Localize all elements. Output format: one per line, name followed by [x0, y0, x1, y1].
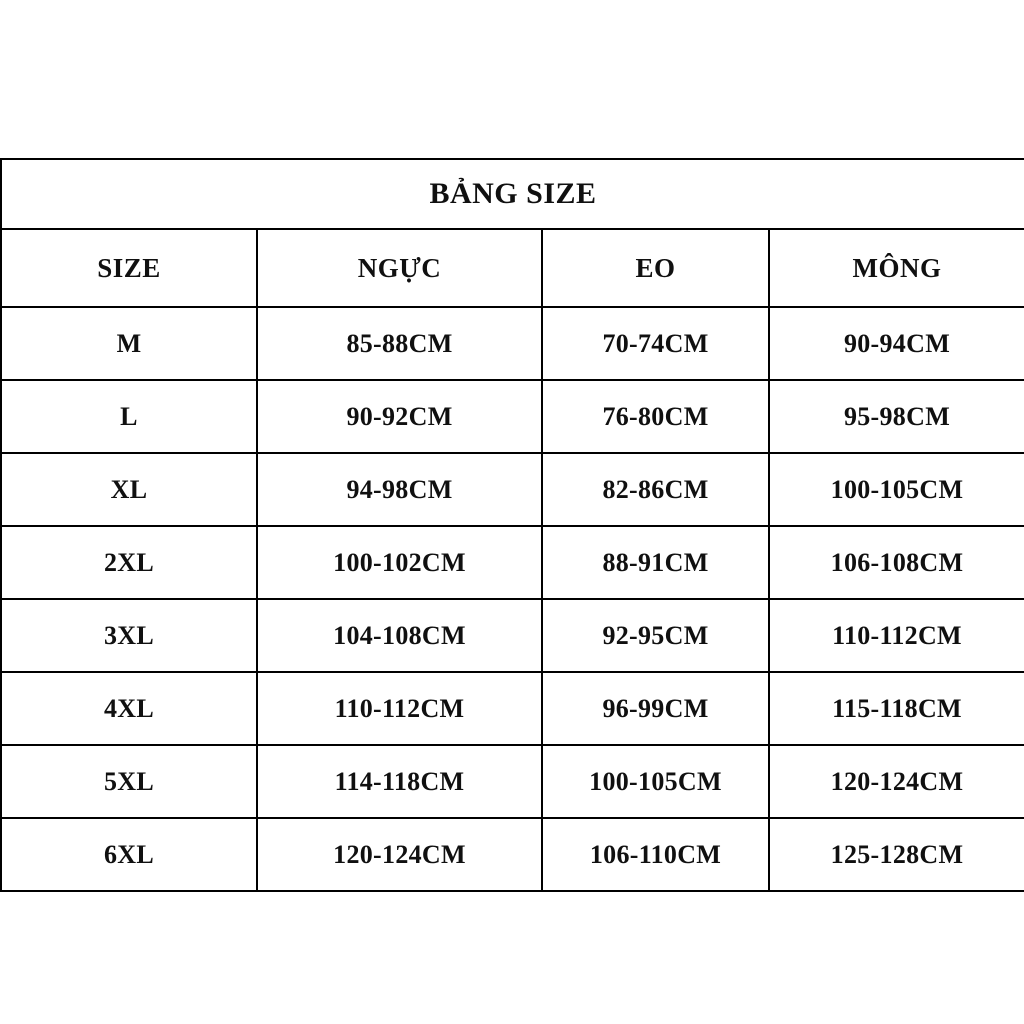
cell-nguc: 110-112CM [257, 672, 542, 745]
size-table-container [0, 158, 1024, 892]
cell-nguc: 85-88CM [257, 307, 542, 380]
table-row [1, 672, 1024, 745]
cell-mong: 95-98CM [769, 380, 1024, 453]
table-row [1, 380, 1024, 453]
cell-size: 5XL [1, 745, 257, 818]
table-row [1, 307, 1024, 380]
cell-size: M [1, 307, 257, 380]
table-row [1, 818, 1024, 891]
table-row [1, 599, 1024, 672]
cell-size: 3XL [1, 599, 257, 672]
column-header-eo: EO [542, 229, 769, 307]
cell-size: XL [1, 453, 257, 526]
cell-size: 4XL [1, 672, 257, 745]
cell-mong: 110-112CM [769, 599, 1024, 672]
page-title: BẢNG SIZE [1, 159, 1024, 229]
cell-mong: 120-124CM [769, 745, 1024, 818]
column-header-size: SIZE [1, 229, 257, 307]
column-header-mong: MÔNG [769, 229, 1024, 307]
cell-nguc: 120-124CM [257, 818, 542, 891]
size-table [0, 158, 1024, 892]
cell-mong: 90-94CM [769, 307, 1024, 380]
cell-mong: 115-118CM [769, 672, 1024, 745]
cell-mong: 125-128CM [769, 818, 1024, 891]
table-row [1, 526, 1024, 599]
table-row [1, 745, 1024, 818]
cell-mong: 106-108CM [769, 526, 1024, 599]
cell-mong: 100-105CM [769, 453, 1024, 526]
column-header-nguc: NGỰC [257, 229, 542, 307]
table-title-row [1, 159, 1024, 229]
table-row [1, 453, 1024, 526]
cell-nguc: 94-98CM [257, 453, 542, 526]
cell-nguc: 104-108CM [257, 599, 542, 672]
cell-nguc: 90-92CM [257, 380, 542, 453]
cell-eo: 92-95CM [542, 599, 769, 672]
cell-nguc: 114-118CM [257, 745, 542, 818]
cell-eo: 106-110CM [542, 818, 769, 891]
table-header-row [1, 229, 1024, 307]
cell-eo: 96-99CM [542, 672, 769, 745]
cell-eo: 76-80CM [542, 380, 769, 453]
cell-size: L [1, 380, 257, 453]
cell-eo: 82-86CM [542, 453, 769, 526]
cell-size: 6XL [1, 818, 257, 891]
cell-eo: 70-74CM [542, 307, 769, 380]
cell-nguc: 100-102CM [257, 526, 542, 599]
cell-eo: 88-91CM [542, 526, 769, 599]
cell-size: 2XL [1, 526, 257, 599]
cell-eo: 100-105CM [542, 745, 769, 818]
